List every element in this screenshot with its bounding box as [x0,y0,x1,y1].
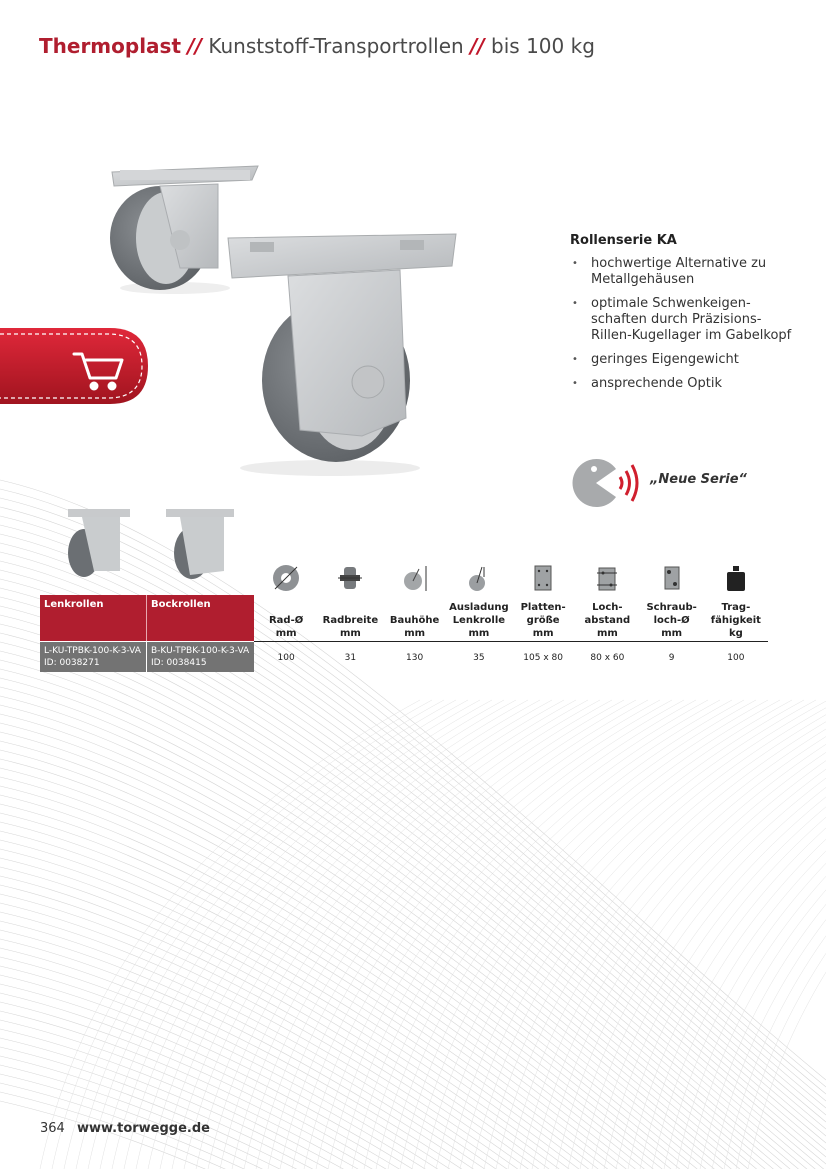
hole-spacing-icon [592,563,622,593]
title-separator: // [187,34,202,58]
product-images [100,150,480,480]
value-plate-size: 105 x 80 [523,653,563,663]
header-wheel-diameter: Rad-Ø mm [268,615,304,639]
fixed-castor-thumbnail [166,509,234,579]
value-wheel-diameter: 100 [277,653,295,663]
article-id: ID: 0038415 [151,658,207,668]
article-codes-table [40,595,254,672]
offset-icon [464,563,494,593]
new-series-label: „Neue Serie“ [650,472,747,487]
series-spec [570,233,800,400]
wheel-width-icon [335,563,365,593]
dimension-headers [254,598,768,642]
article-code: L-KU-TPBK-100-K-3-VA [44,646,141,656]
swivel-code-cell[interactable] [40,642,147,672]
bolt-hole-icon [657,563,687,593]
header-swivel: Lenkrollen [40,595,147,641]
new-series-icon [570,455,646,511]
page-footer [40,1121,210,1136]
value-height: 130 [406,653,424,663]
series-title: Rollenserie KA [570,233,677,248]
table-row [40,641,254,672]
page-number: 364 [40,1121,65,1136]
fixed-castor-image [228,234,456,476]
codes-header [40,595,254,641]
header-offset: Ausladung Lenkrolle mm [449,602,509,639]
header-load-capacity: Trag- fähigkeit kg [710,602,761,639]
page-title [39,34,595,58]
fixed-code-cell[interactable] [147,642,254,672]
article-code: B-KU-TPBK-100-K-3-VA [151,646,250,656]
header-height: Bauhöhe mm [389,615,440,639]
wheel-diameter-icon [271,563,301,593]
article-id: ID: 0038271 [44,658,100,668]
weight-icon [721,563,751,593]
dimension-icons [254,558,768,598]
feature-item: • hochwertige Alternative zu Metallgehäusen [570,256,800,288]
title-capacity: bis 100 kg [491,34,595,58]
title-separator: // [470,34,485,58]
new-series-badge [570,455,780,511]
header-bolt-hole: Schraub- loch-Ø mm [646,602,697,639]
height-icon [400,563,430,593]
shopping-cart-ribbon[interactable] [0,324,150,408]
dimensions-table [254,558,768,674]
product-thumbnails [60,505,250,585]
value-hole-spacing: 80 x 60 [590,653,625,663]
header-hole-spacing: Loch- abstand mm [584,602,631,639]
value-wheel-width: 31 [344,653,357,663]
header-plate-size: Platten- größe mm [520,602,566,639]
table-row [254,642,768,674]
title-product: Kunststoff-Transportrollen [208,34,464,58]
feature-item: • ansprechende Optik [570,376,800,392]
feature-item: • geringes Eigengewicht [570,352,800,368]
website-link[interactable]: www.torwegge.de [76,1121,210,1136]
header-wheel-width: Radbreite mm [322,615,379,639]
header-fixed: Bockrollen [151,599,211,610]
feature-item: • optimale Schwenkeigen-schaften durch Präzisions-Rillen-Kugellager im Gabelkopf [570,296,800,344]
swivel-castor-thumbnail [68,509,130,577]
feature-list [570,256,800,392]
value-bolt-hole: 9 [668,653,675,663]
value-offset: 35 [473,653,485,663]
plate-size-icon [528,563,558,593]
value-load-capacity: 100 [727,653,745,663]
title-material: Thermoplast [39,34,182,58]
